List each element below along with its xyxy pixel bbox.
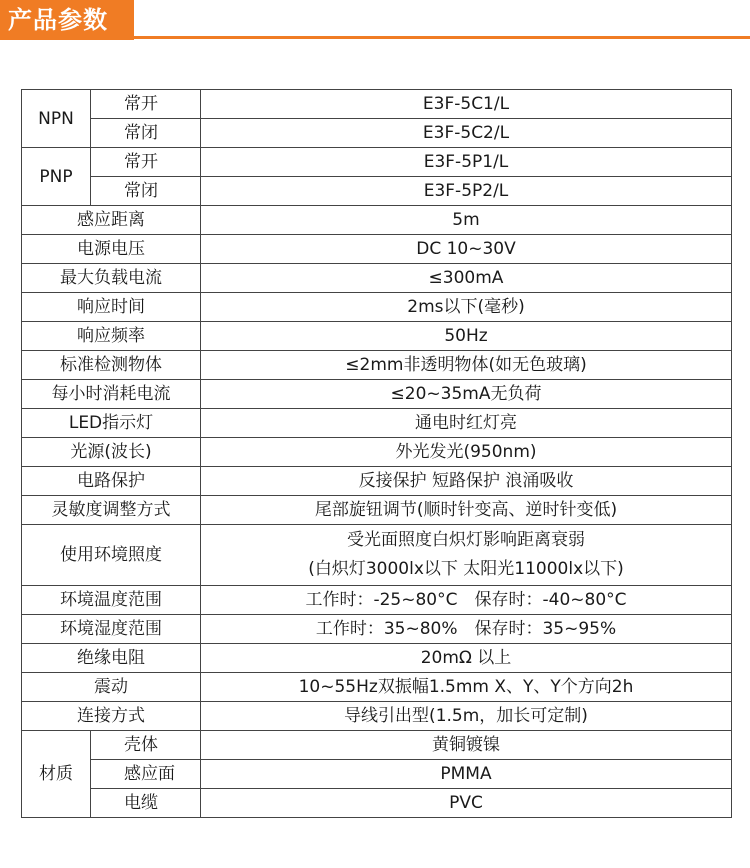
- pnp-no-label: 常开: [91, 148, 201, 177]
- material-item-value: PVC: [201, 789, 732, 818]
- table-row: [22, 235, 732, 264]
- table-row: [22, 673, 732, 702]
- row-label: 震动: [22, 673, 201, 702]
- header-divider: [134, 36, 750, 39]
- table-row: [22, 586, 732, 615]
- row-label: 连接方式: [22, 702, 201, 731]
- env-light-label: 使用环境照度: [22, 525, 201, 586]
- npn-nc-value: E3F-5C2/L: [201, 119, 732, 148]
- row-value: 外光发光(950nm): [201, 438, 732, 467]
- pnp-nc-label: 常闭: [91, 177, 201, 206]
- npn-label: NPN: [22, 90, 91, 148]
- row-value: 5m: [201, 206, 732, 235]
- table-row: [22, 467, 732, 496]
- table-row: [22, 702, 732, 731]
- row-label: 电路保护: [22, 467, 201, 496]
- table-row: [22, 644, 732, 673]
- pnp-no-value: E3F-5P1/L: [201, 148, 732, 177]
- table-row: [22, 177, 732, 206]
- table-row: [22, 322, 732, 351]
- table-row: [22, 731, 732, 760]
- pnp-label: PNP: [22, 148, 91, 206]
- row-value: ≤20~35mA无负荷: [201, 380, 732, 409]
- material-item-value: PMMA: [201, 760, 732, 789]
- material-item-value: 黄铜镀镍: [201, 731, 732, 760]
- row-value: 导线引出型(1.5m，加长可定制): [201, 702, 732, 731]
- npn-no-value: E3F-5C1/L: [201, 90, 732, 119]
- row-label: 灵敏度调整方式: [22, 496, 201, 525]
- row-value: 20mΩ 以上: [201, 644, 732, 673]
- row-label: 最大负载电流: [22, 264, 201, 293]
- material-label: 材质: [22, 731, 91, 818]
- row-label: 光源(波长): [22, 438, 201, 467]
- npn-no-label: 常开: [91, 90, 201, 119]
- row-label: 绝缘电阻: [22, 644, 201, 673]
- section-title: 产品参数: [0, 0, 134, 40]
- row-value: 10~55Hz双振幅1.5mm X、Y、Y个方向2h: [201, 673, 732, 702]
- env-light-line2: (白炽灯3000lx以下 太阳光11000lx以下): [308, 559, 624, 579]
- row-label: 环境温度范围: [22, 586, 201, 615]
- material-item-label: 感应面: [91, 760, 201, 789]
- row-label: 每小时消耗电流: [22, 380, 201, 409]
- table-row: [22, 525, 732, 586]
- row-value: 2ms以下(毫秒): [201, 293, 732, 322]
- table-row: [22, 789, 732, 818]
- table-row: [22, 90, 732, 119]
- row-value: DC 10~30V: [201, 235, 732, 264]
- table-row: [22, 496, 732, 525]
- table-row: [22, 409, 732, 438]
- row-value: 尾部旋钮调节(顺时针变高、逆时针变低): [201, 496, 732, 525]
- row-label: 感应距离: [22, 206, 201, 235]
- row-value: ≤300mA: [201, 264, 732, 293]
- row-label: 响应频率: [22, 322, 201, 351]
- pnp-nc-value: E3F-5P2/L: [201, 177, 732, 206]
- table-row: [22, 760, 732, 789]
- npn-nc-label: 常闭: [91, 119, 201, 148]
- row-label: LED指示灯: [22, 409, 201, 438]
- row-value: 工作时：-25~80°C 保存时：-40~80°C: [201, 586, 732, 615]
- section-header: [0, 0, 750, 40]
- table-row: [22, 293, 732, 322]
- table-row: [22, 119, 732, 148]
- row-label: 响应时间: [22, 293, 201, 322]
- material-item-label: 电缆: [91, 789, 201, 818]
- row-label: 电源电压: [22, 235, 201, 264]
- row-value: 反接保护 短路保护 浪涌吸收: [201, 467, 732, 496]
- spec-table: [21, 89, 732, 818]
- env-light-line1: 受光面照度白炽灯影响距离衰弱: [347, 530, 585, 550]
- env-light-value: [201, 525, 732, 586]
- table-row: [22, 264, 732, 293]
- material-item-label: 壳体: [91, 731, 201, 760]
- table-row: [22, 615, 732, 644]
- table-row: [22, 148, 732, 177]
- row-value: ≤2mm非透明物体(如无色玻璃): [201, 351, 732, 380]
- table-row: [22, 351, 732, 380]
- table-row: [22, 438, 732, 467]
- row-label: 标准检测物体: [22, 351, 201, 380]
- table-row: [22, 380, 732, 409]
- row-value: 50Hz: [201, 322, 732, 351]
- row-value: 工作时：35~80% 保存时：35~95%: [201, 615, 732, 644]
- row-value: 通电时红灯亮: [201, 409, 732, 438]
- row-label: 环境湿度范围: [22, 615, 201, 644]
- table-row: [22, 206, 732, 235]
